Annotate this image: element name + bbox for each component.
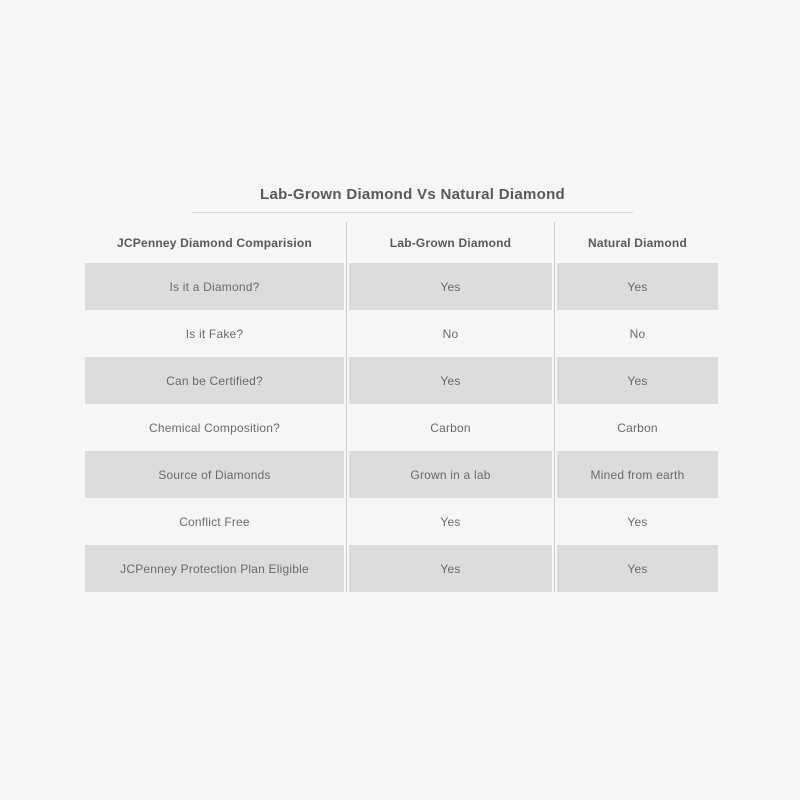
table-row (85, 310, 718, 357)
lab-grown-value-cell: Carbon (430, 420, 471, 435)
natural-value-cell: Yes (557, 263, 718, 310)
table-row (85, 545, 718, 592)
lab-grown-value-cell: Grown in a lab (349, 451, 552, 498)
table-row (85, 498, 718, 545)
row-label-cell: Is it Fake? (185, 326, 244, 341)
natural-value-cell: Yes (557, 357, 718, 404)
row-label-cell: Conflict Free (179, 514, 250, 529)
row-label-cell: JCPenney Protection Plan Eligible (85, 545, 344, 592)
table-row (85, 451, 718, 498)
comparison-table (85, 222, 718, 592)
header-cell-lab-grown: Lab-Grown Diamond (389, 235, 512, 250)
natural-value-cell: No (629, 326, 646, 341)
column-divider (554, 222, 555, 592)
header-cell-comparison: JCPenney Diamond Comparision (117, 235, 312, 250)
lab-grown-value-cell: Yes (349, 263, 552, 310)
header-cell-natural: Natural Diamond (587, 235, 687, 250)
lab-grown-value-cell: Yes (349, 545, 552, 592)
lab-grown-value-cell: No (442, 326, 459, 341)
natural-value-cell: Mined from earth (557, 451, 718, 498)
table-row (85, 357, 718, 404)
table-row (85, 404, 718, 451)
page-title: Lab-Grown Diamond Vs Natural Diamond (260, 186, 565, 203)
row-label-cell: Source of Diamonds (85, 451, 344, 498)
table-row (85, 263, 718, 310)
row-label-cell: Can be Certified? (85, 357, 344, 404)
column-divider (346, 222, 347, 592)
natural-value-cell: Yes (557, 545, 718, 592)
row-label-cell: Is it a Diamond? (85, 263, 344, 310)
table-header-row (85, 222, 718, 263)
lab-grown-value-cell: Yes (349, 357, 552, 404)
lab-grown-value-cell: Yes (440, 514, 461, 529)
row-label-cell: Chemical Composition? (149, 420, 280, 435)
title-block (192, 186, 633, 213)
natural-value-cell: Yes (627, 514, 648, 529)
natural-value-cell: Carbon (617, 420, 658, 435)
